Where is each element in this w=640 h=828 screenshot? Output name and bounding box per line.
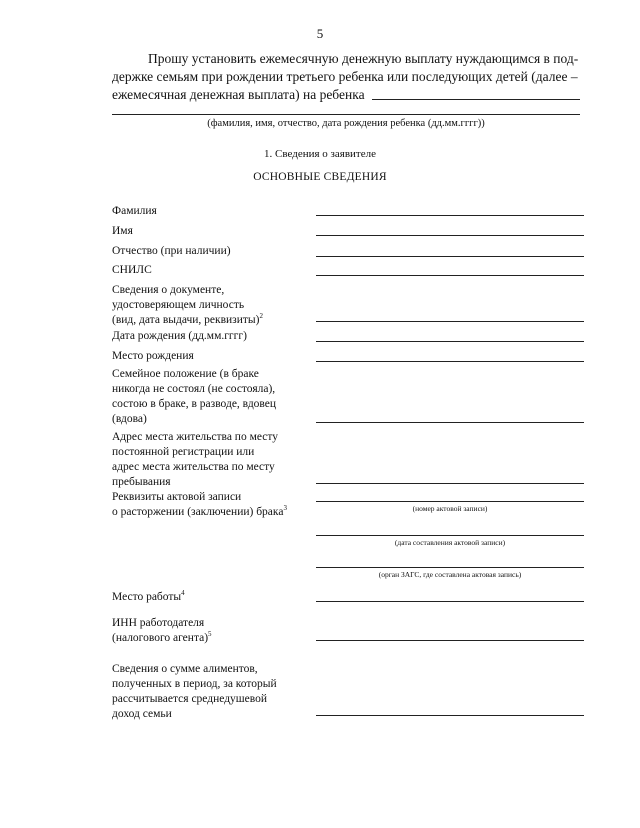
label-address (112, 430, 292, 490)
divorce-line-2-text: о расторжении (заключении) брака (112, 506, 284, 518)
alimony-field[interactable] (316, 715, 584, 716)
label-workplace (112, 590, 292, 605)
footnote-ref-4: 4 (181, 589, 185, 598)
page-number: 5 (316, 26, 324, 41)
label-birth-place: Место рождения (112, 350, 194, 362)
alimony-line-4: доход семьи (112, 708, 172, 720)
marital-line-4: (вдова) (112, 413, 147, 425)
snils-field[interactable] (316, 275, 584, 276)
divorce-record-number-field[interactable] (316, 501, 584, 502)
record-date-caption: (дата составления актовой записи) (394, 538, 506, 547)
alimony-line-1: Сведения о сумме алиментов, (112, 663, 258, 675)
request-line-3: ежемесячная денежная выплата) на ребенка (112, 87, 365, 102)
label-snils: СНИЛС (112, 264, 152, 276)
footnote-ref-3: 3 (283, 504, 287, 513)
label-name: Имя (112, 225, 133, 237)
address-field[interactable] (316, 483, 584, 484)
child-name-field-line-2[interactable] (112, 114, 580, 115)
marital-line-1: Семейное положение (в браке (112, 368, 259, 380)
request-paragraph (112, 50, 586, 104)
id-doc-line-3 (112, 313, 292, 328)
birth-date-field[interactable] (316, 341, 584, 342)
address-line-4: пребывания (112, 476, 171, 488)
divorce-line-1: Реквизиты актовой записи (112, 491, 242, 503)
request-line-2: держке семьям при рождении третьего ребенка или последующих детей (далее – (112, 69, 578, 84)
address-line-1: Адрес места жительства по месту (112, 431, 278, 443)
section-title: 1. Сведения о заявителе (264, 148, 376, 160)
label-birth-date: Дата рождения (дд.мм.гггг) (112, 330, 247, 342)
id-doc-line-1: Сведения о документе, (112, 284, 225, 296)
birth-place-field[interactable] (316, 361, 584, 362)
id-doc-line-2: удостоверяющем личность (112, 299, 245, 311)
name-field[interactable] (316, 235, 584, 236)
child-name-field-line-1[interactable] (372, 99, 580, 100)
divorce-record-date-field[interactable] (316, 535, 584, 536)
label-divorce-record (112, 490, 312, 520)
inn-line-2 (112, 631, 292, 646)
surname-field[interactable] (316, 215, 584, 216)
patronymic-field[interactable] (316, 256, 584, 257)
inn-line-1: ИНН работодателя (112, 617, 205, 629)
request-line-1: Прошу установить ежемесячную денежную выплату нуждающимся в под- (148, 51, 579, 66)
alimony-line-2: полученных в период, за который (112, 678, 277, 690)
registry-office-field[interactable] (316, 567, 584, 568)
inn-line-2-text: (налогового агента) (112, 632, 209, 644)
employer-inn-field[interactable] (316, 640, 584, 641)
label-id-document (112, 283, 292, 328)
workplace-field[interactable] (316, 601, 584, 602)
subsection-title: ОСНОВНЫЕ СВЕДЕНИЯ (253, 171, 387, 183)
label-alimony (112, 662, 292, 722)
child-field-caption: (фамилия, имя, отчество, дата рождения ребенка (дд.мм.гггг)) (207, 118, 485, 129)
label-surname: Фамилия (112, 205, 157, 217)
id-doc-line-3-text: (вид, дата выдачи, реквизиты) (112, 314, 260, 326)
divorce-line-2 (112, 505, 312, 520)
marital-line-2: никогда не состоял (не состояла), (112, 383, 276, 395)
address-line-2: постоянной регистрации или (112, 446, 255, 458)
address-line-3: адрес места жительства по месту (112, 461, 275, 473)
workplace-text: Место работы (112, 591, 182, 603)
marital-status-field[interactable] (316, 422, 584, 423)
registry-office-caption: (орган ЗАГС, где составлена актовая запись) (378, 570, 522, 579)
footnote-ref-2: 2 (259, 312, 263, 321)
marital-line-3: состою в браке, в разводе, вдовец (112, 398, 277, 410)
id-document-field[interactable] (316, 321, 584, 322)
alimony-line-3: рассчитывается среднедушевой (112, 693, 268, 705)
record-number-caption: (номер актовой записи) (412, 504, 488, 513)
footnote-ref-5: 5 (208, 630, 212, 639)
label-patronymic: Отчество (при наличии) (112, 245, 231, 257)
label-employer-inn (112, 616, 292, 646)
label-marital-status (112, 367, 292, 427)
